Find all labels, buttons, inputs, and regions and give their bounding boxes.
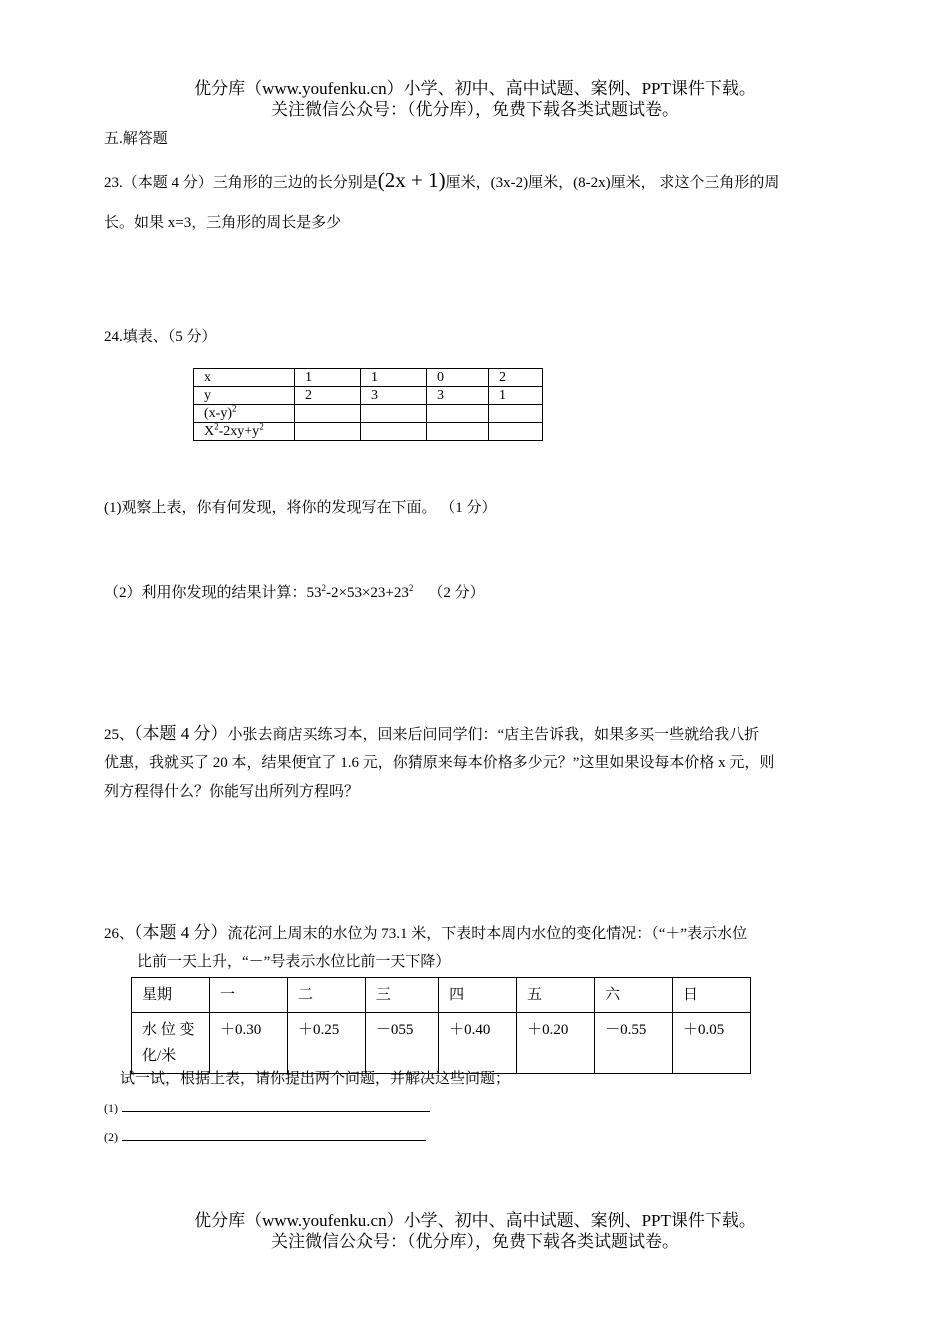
- q23-suffix: 厘米，(3x-2)厘米，(8-2x)厘米， 求这个三角形的周: [445, 175, 780, 191]
- question-23-line-2: 长。如果 x=3，三角形的周长是多少: [104, 215, 342, 231]
- table-cell: 3: [427, 387, 489, 405]
- table-cell: ＋0.40: [439, 1013, 517, 1074]
- table-row-y: [194, 387, 543, 405]
- answer-2-blank[interactable]: [122, 1128, 426, 1141]
- table-header-cell: 三: [365, 978, 438, 1013]
- exponent: 2: [259, 421, 264, 432]
- question-24-title: 24.填表、（5 分）: [104, 329, 217, 345]
- blank-cell[interactable]: [295, 423, 361, 441]
- page-header: [0, 78, 950, 120]
- answer-1-blank[interactable]: [122, 1099, 430, 1112]
- blank-cell[interactable]: [489, 423, 543, 441]
- table-header-cell: 四: [439, 978, 517, 1013]
- exponent: 2: [214, 421, 219, 432]
- table-header-cell: 五: [517, 978, 595, 1013]
- part2-text: -2×53×23+23: [326, 585, 409, 601]
- q25-number: 25、: [104, 727, 135, 743]
- part2-text: （2）利用你发现的结果计算：53: [104, 585, 322, 601]
- water-level-table: [131, 977, 751, 1074]
- q26-score: （本题 4 分）: [134, 923, 228, 942]
- table-header-row: [132, 978, 751, 1013]
- table-header-cell: 六: [595, 978, 673, 1013]
- blank-cell[interactable]: [427, 405, 489, 423]
- question-24-part-1: (1)观察上表，你有何发现，将你的发现写在下面。 （1 分）: [104, 500, 497, 516]
- blank-cell[interactable]: [361, 423, 427, 441]
- table-cell: －055: [365, 1013, 438, 1074]
- question-26-line-2: 比前一天上升，“－”号表示水位比前一天下降）: [137, 954, 451, 970]
- page-footer: [0, 1210, 950, 1252]
- row-label-part: X: [204, 424, 215, 439]
- table-cell: ＋0.30: [210, 1013, 288, 1074]
- q23-formula: (2x + 1): [377, 168, 446, 192]
- exponent: 2: [321, 583, 327, 593]
- question-24-part-2: [104, 582, 485, 604]
- table-cell: 2: [489, 369, 543, 387]
- table-cell: ＋0.25: [287, 1013, 365, 1074]
- table-cell: 1: [295, 369, 361, 387]
- section-title: 五.解答题: [104, 131, 168, 147]
- footer-line-1: 优分库（www.youfenku.cn）小学、初中、高中试题、案例、PPT课件下载。: [194, 1211, 756, 1230]
- table-header-cell: 二: [287, 978, 365, 1013]
- table-cell: y: [194, 387, 295, 405]
- question-23-line-1: [104, 169, 779, 194]
- blank-cell[interactable]: [295, 405, 361, 423]
- table-cell: ＋0.20: [517, 1013, 595, 1074]
- table-header-cell: 一: [210, 978, 288, 1013]
- blank-cell[interactable]: [361, 405, 427, 423]
- footer-line-2: 关注微信公众号：（优分库），免费下载各类试题试卷。: [271, 1232, 679, 1251]
- table-row-expanded: [194, 423, 543, 441]
- table-cell: ＋0.05: [673, 1013, 751, 1074]
- header-line-2: 关注微信公众号：（优分库），免费下载各类试题试卷。: [271, 100, 679, 119]
- table-cell: 1: [361, 369, 427, 387]
- blank-cell[interactable]: [427, 423, 489, 441]
- answer-2-label: (2): [104, 1130, 118, 1144]
- question-25-line-3: 列方程得什么？你能写出所列方程吗？: [104, 784, 360, 800]
- answer-line-1: [104, 1097, 430, 1119]
- q25-text: 小张去商店买练习本，回来后问同学们：“店主告诉我，如果多买一些就给我八折: [227, 727, 760, 743]
- table-row-x: [194, 369, 543, 387]
- row-label: (x-y): [204, 406, 232, 421]
- q23-prefix: 23.（本题 4 分）三角形的三边的长分别是: [104, 175, 378, 191]
- table-cell: 0: [427, 369, 489, 387]
- table-cell: x: [194, 369, 295, 387]
- blank-cell[interactable]: [489, 405, 543, 423]
- header-line-1: 优分库（www.youfenku.cn）小学、初中、高中试题、案例、PPT课件下载。: [194, 79, 756, 98]
- table-header-cell: 日: [673, 978, 751, 1013]
- question-25-line-1: [104, 723, 759, 746]
- table-cell: 3: [361, 387, 427, 405]
- fill-in-table: [193, 368, 543, 441]
- table-cell: [194, 423, 295, 441]
- question-26-instruction: 试一试，根据上表，请你提出两个问题，并解决这些问题；: [120, 1071, 511, 1087]
- q25-score: （本题 4 分）: [134, 724, 228, 743]
- exponent: 2: [232, 403, 237, 414]
- table-header-cell: 星期: [132, 978, 210, 1013]
- table-row: [132, 1013, 751, 1074]
- question-26-line-1: [104, 922, 747, 945]
- table-row-diff-squared: [194, 405, 543, 423]
- answer-line-2: [104, 1126, 426, 1148]
- table-cell: －0.55: [595, 1013, 673, 1074]
- answer-1-label: (1): [104, 1101, 118, 1115]
- q26-text: 流花河上周末的水位为 73.1 米，下表时本周内水位的变化情况：（“＋”表示水位: [227, 926, 748, 942]
- row-label-cell: 水 位 变化/米: [132, 1013, 210, 1074]
- table-cell: 1: [489, 387, 543, 405]
- q26-number: 26、: [104, 926, 135, 942]
- table-cell: [194, 405, 295, 423]
- question-25-line-2: 优惠，我就买了 20 本，结果便宜了 1.6 元，你猜原来每本价格多少元？”这里如果设每本价格 x 元，则: [104, 755, 775, 771]
- exponent: 2: [408, 583, 414, 593]
- table-cell: 2: [295, 387, 361, 405]
- row-label-part: -2xy+y: [218, 424, 260, 439]
- part2-score: （2 分）: [413, 585, 485, 601]
